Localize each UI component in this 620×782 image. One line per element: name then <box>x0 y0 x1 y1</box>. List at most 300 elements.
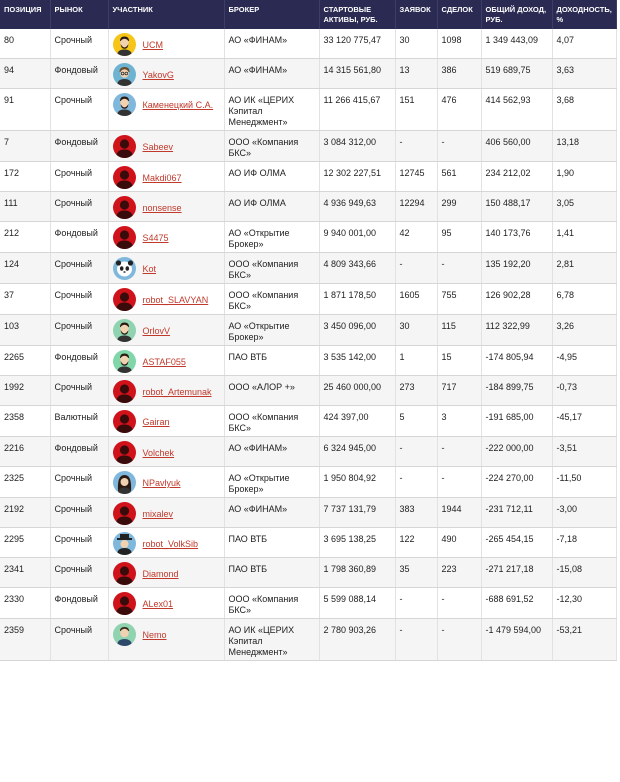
deals-cell <box>437 558 481 588</box>
position-value: 124 <box>4 259 20 269</box>
total-income-value: 135 192,20 <box>485 259 531 269</box>
market-value: Срочный <box>54 168 92 178</box>
start-assets-cell <box>319 89 395 131</box>
orders-value: 12745 <box>399 168 425 178</box>
table-row <box>0 162 616 192</box>
deals-value: 717 <box>441 382 457 392</box>
market-cell <box>50 315 108 346</box>
start-assets-cell <box>319 59 395 89</box>
position-value: 94 <box>4 65 15 75</box>
deals-value: - <box>441 625 445 635</box>
avatar[interactable] <box>113 33 136 56</box>
total-income-value: 126 902,28 <box>485 290 531 300</box>
broker-value: АО ИФ ОЛМА <box>228 198 286 208</box>
start-assets-value: 12 302 227,51 <box>323 168 382 178</box>
avatar[interactable] <box>113 562 136 585</box>
participant-link[interactable]: robot_VolkSib <box>142 539 199 549</box>
total-income-value: 1 349 443,09 <box>485 35 539 45</box>
market-cell <box>50 528 108 558</box>
start-assets-cell <box>319 253 395 284</box>
orders-cell <box>395 498 437 528</box>
position-value: 2192 <box>4 504 25 514</box>
col-header-market[interactable]: РЫНОК <box>50 0 108 29</box>
orders-value: - <box>399 473 403 483</box>
start-assets-cell <box>319 131 395 162</box>
orders-cell <box>395 528 437 558</box>
yield-cell <box>552 89 616 131</box>
market-value: Срочный <box>54 534 92 544</box>
deals-cell <box>437 498 481 528</box>
default-user-icon <box>113 592 136 615</box>
table-row <box>0 346 616 376</box>
avatar[interactable] <box>113 350 136 373</box>
market-value: Срочный <box>54 95 92 105</box>
market-value: Срочный <box>54 35 92 45</box>
deals-cell <box>437 59 481 89</box>
deals-value: - <box>441 594 445 604</box>
participant-link[interactable]: ASTAF055 <box>142 357 186 367</box>
market-cell <box>50 253 108 284</box>
participant-link[interactable]: robot_Artemunak <box>142 387 212 397</box>
position-cell <box>0 29 50 59</box>
col-header-total-income[interactable]: ОБЩИЙ ДОХОД, РУБ. <box>481 0 552 29</box>
start-assets-value: 11 266 415,67 <box>323 95 381 105</box>
avatar[interactable] <box>113 471 136 494</box>
market-cell <box>50 498 108 528</box>
market-cell <box>50 89 108 131</box>
position-value: 2341 <box>4 564 25 574</box>
start-assets-value: 3 450 096,00 <box>323 321 377 331</box>
start-assets-value: 4 936 949,63 <box>323 198 377 208</box>
start-assets-value: 25 460 000,00 <box>323 382 382 392</box>
deals-value: 299 <box>441 198 457 208</box>
avatar[interactable] <box>113 410 136 433</box>
deals-value: 1098 <box>441 35 462 45</box>
deals-value: 15 <box>441 352 452 362</box>
man-avatar-icon <box>113 623 136 646</box>
participant-cell <box>108 467 224 498</box>
total-income-value: 112 322,99 <box>485 321 530 331</box>
avatar[interactable] <box>113 502 136 525</box>
start-assets-value: 14 315 561,80 <box>323 65 382 75</box>
orders-value: 383 <box>399 504 415 514</box>
table-row <box>0 222 616 253</box>
default-user-icon <box>113 166 136 189</box>
participant-cell <box>108 284 224 315</box>
start-assets-cell <box>319 467 395 498</box>
orders-cell <box>395 222 437 253</box>
participant-cell <box>108 29 224 59</box>
default-user-icon <box>113 135 136 158</box>
yield-cell <box>552 284 616 315</box>
orders-cell <box>395 192 437 222</box>
start-assets-value: 1 798 360,89 <box>323 564 377 574</box>
orders-cell <box>395 29 437 59</box>
participant-link[interactable]: Каменецкий С.А. <box>142 100 214 110</box>
start-assets-cell <box>319 558 395 588</box>
broker-cell <box>224 162 319 192</box>
avatar[interactable] <box>113 592 136 615</box>
position-value: 2358 <box>4 412 25 422</box>
table-row <box>0 376 616 406</box>
total-income-value: -231 712,11 <box>485 504 533 514</box>
orders-value: 273 <box>399 382 415 392</box>
position-cell <box>0 437 50 467</box>
start-assets-cell <box>319 346 395 376</box>
total-income-cell <box>481 131 552 162</box>
market-value: Срочный <box>54 198 92 208</box>
table-row <box>0 467 616 498</box>
avatar[interactable] <box>113 257 136 280</box>
total-income-cell <box>481 376 552 406</box>
yield-cell <box>552 467 616 498</box>
total-income-cell <box>481 89 552 131</box>
broker-cell <box>224 498 319 528</box>
broker-cell <box>224 467 319 498</box>
yield-cell <box>552 588 616 619</box>
participant-cell <box>108 558 224 588</box>
orders-cell <box>395 162 437 192</box>
yield-value: -53,21 <box>556 625 583 635</box>
orders-value: 1605 <box>399 290 420 300</box>
deals-value: 223 <box>441 564 457 574</box>
avatar[interactable] <box>113 166 136 189</box>
participant-link[interactable]: ALex01 <box>142 599 174 609</box>
broker-cell <box>224 315 319 346</box>
start-assets-cell <box>319 406 395 437</box>
panda-avatar-icon <box>113 257 136 280</box>
yield-cell <box>552 162 616 192</box>
total-income-cell <box>481 437 552 467</box>
participant-cell <box>108 253 224 284</box>
broker-value: АО «ФИНАМ» <box>228 443 288 453</box>
participant-cell <box>108 498 224 528</box>
col-header-broker[interactable]: БРОКЕР <box>224 0 319 29</box>
start-assets-cell <box>319 619 395 661</box>
deals-value: - <box>441 259 445 269</box>
start-assets-value: 6 324 945,00 <box>323 443 377 453</box>
total-income-cell <box>481 498 552 528</box>
broker-cell <box>224 437 319 467</box>
avatar[interactable] <box>113 441 136 464</box>
start-assets-value: 33 120 775,47 <box>323 35 382 45</box>
yield-value: 6,78 <box>556 290 575 300</box>
table-row <box>0 558 616 588</box>
avatar[interactable] <box>113 226 136 249</box>
start-assets-cell <box>319 376 395 406</box>
broker-value: АО «ФИНАМ» <box>228 35 288 45</box>
position-cell <box>0 192 50 222</box>
position-cell <box>0 558 50 588</box>
yield-cell <box>552 131 616 162</box>
default-user-icon <box>113 502 136 525</box>
yield-cell <box>552 59 616 89</box>
broker-value: ПАО ВТБ <box>228 534 268 544</box>
market-cell <box>50 192 108 222</box>
deals-value: 1944 <box>441 504 462 514</box>
participant-cell <box>108 376 224 406</box>
position-value: 37 <box>4 290 15 300</box>
orders-value: 30 <box>399 321 410 331</box>
table-row <box>0 588 616 619</box>
start-assets-cell <box>319 29 395 59</box>
orders-cell <box>395 131 437 162</box>
orders-value: - <box>399 594 403 604</box>
broker-value: АО «ФИНАМ» <box>228 504 288 514</box>
position-cell <box>0 498 50 528</box>
position-cell <box>0 467 50 498</box>
participant-link[interactable]: Sabeev <box>142 142 174 152</box>
broker-cell <box>224 131 319 162</box>
default-user-icon <box>113 380 136 403</box>
start-assets-value: 3 535 142,00 <box>323 352 377 362</box>
orders-value: 35 <box>399 564 410 574</box>
total-income-value: -271 217,18 <box>485 564 534 574</box>
market-value: Фондовый <box>54 443 98 453</box>
position-value: 2359 <box>4 625 25 635</box>
broker-value: ПАО ВТБ <box>228 564 268 574</box>
total-income-cell <box>481 528 552 558</box>
orders-cell <box>395 59 437 89</box>
start-assets-cell <box>319 315 395 346</box>
total-income-cell <box>481 619 552 661</box>
deals-cell <box>437 315 481 346</box>
total-income-cell <box>481 558 552 588</box>
position-cell <box>0 346 50 376</box>
position-cell <box>0 253 50 284</box>
broker-value: ООО «АЛОР +» <box>228 382 295 392</box>
table-row <box>0 192 616 222</box>
deals-cell <box>437 528 481 558</box>
position-value: 172 <box>4 168 20 178</box>
avatar[interactable] <box>113 532 136 555</box>
orders-cell <box>395 346 437 376</box>
position-value: 7 <box>4 137 10 147</box>
deals-cell <box>437 284 481 315</box>
yield-value: 3,05 <box>556 198 575 208</box>
deals-cell <box>437 619 481 661</box>
orders-value: - <box>399 625 403 635</box>
yield-value: -0,73 <box>556 382 578 392</box>
yield-cell <box>552 346 616 376</box>
broker-cell <box>224 528 319 558</box>
deals-value: 115 <box>441 321 456 331</box>
orders-cell <box>395 588 437 619</box>
market-cell <box>50 131 108 162</box>
broker-cell <box>224 346 319 376</box>
start-assets-cell <box>319 222 395 253</box>
total-income-cell <box>481 59 552 89</box>
participant-link[interactable]: Volchek <box>142 448 175 458</box>
table-row <box>0 59 616 89</box>
participant-link[interactable]: S4475 <box>142 233 169 243</box>
total-income-cell <box>481 162 552 192</box>
market-cell <box>50 588 108 619</box>
broker-value: ООО «Компания БКС» <box>228 259 299 280</box>
market-value: Срочный <box>54 473 92 483</box>
avatar[interactable] <box>113 63 136 86</box>
participant-link[interactable]: Gairan <box>142 417 170 427</box>
market-cell <box>50 222 108 253</box>
broker-value: АО ИК «ЦЕРИХ Кэпитал Менеджмент» <box>228 625 295 657</box>
participant-link[interactable]: Makdi067 <box>142 173 182 183</box>
deals-value: 755 <box>441 290 457 300</box>
participant-cell <box>108 315 224 346</box>
participant-cell <box>108 619 224 661</box>
broker-cell <box>224 59 319 89</box>
total-income-cell <box>481 315 552 346</box>
broker-value: АО ИК «ЦЕРИХ Кэпитал Менеджмент» <box>228 95 295 127</box>
deals-cell <box>437 346 481 376</box>
participant-link[interactable]: Nemo <box>142 630 167 640</box>
yield-cell <box>552 192 616 222</box>
orders-value: 1 <box>399 352 405 362</box>
hat-avatar-icon <box>113 532 136 555</box>
position-cell <box>0 222 50 253</box>
broker-cell <box>224 558 319 588</box>
market-value: Срочный <box>54 504 92 514</box>
deals-value: - <box>441 137 445 147</box>
orders-cell <box>395 253 437 284</box>
start-assets-value: 9 940 001,00 <box>323 228 377 238</box>
total-income-cell <box>481 29 552 59</box>
participant-link[interactable]: NPavlyuk <box>142 478 181 488</box>
avatar[interactable] <box>113 319 136 342</box>
yield-value: 3,63 <box>556 65 575 75</box>
default-user-icon <box>113 410 136 433</box>
start-assets-value: 1 871 178,50 <box>323 290 377 300</box>
default-user-icon <box>113 562 136 585</box>
start-assets-value: 7 737 131,79 <box>323 504 377 514</box>
market-value: Срочный <box>54 382 92 392</box>
avatar[interactable] <box>113 380 136 403</box>
total-income-cell <box>481 253 552 284</box>
participant-link[interactable]: YakovG <box>142 70 174 80</box>
participant-link[interactable]: nonsense <box>142 203 182 213</box>
position-value: 103 <box>4 321 20 331</box>
market-value: Срочный <box>54 564 92 574</box>
orders-value: 151 <box>399 95 415 105</box>
avatar[interactable] <box>113 196 136 219</box>
participant-link[interactable]: OrlovV <box>142 326 171 336</box>
market-value: Фондовый <box>54 228 98 238</box>
col-header-start-assets[interactable]: СТАРТОВЫЕ АКТИВЫ, РУБ. <box>319 0 395 29</box>
avatar[interactable] <box>113 288 136 311</box>
position-cell <box>0 131 50 162</box>
position-value: 80 <box>4 35 15 45</box>
participant-link[interactable]: UCM <box>142 40 163 50</box>
deals-cell <box>437 162 481 192</box>
market-cell <box>50 162 108 192</box>
broker-cell <box>224 29 319 59</box>
broker-cell <box>224 89 319 131</box>
avatar[interactable] <box>113 135 136 158</box>
total-income-value: 140 173,76 <box>485 228 531 238</box>
broker-value: АО ИФ ОЛМА <box>228 168 286 178</box>
market-cell <box>50 467 108 498</box>
participant-cell <box>108 222 224 253</box>
start-assets-cell <box>319 588 395 619</box>
start-assets-value: 424 397,00 <box>323 412 369 422</box>
market-value: Валютный <box>54 412 98 422</box>
participant-link[interactable]: mixalev <box>142 509 174 519</box>
participant-cell <box>108 59 224 89</box>
deals-value: 95 <box>441 228 452 238</box>
broker-value: ООО «Компания БКС» <box>228 290 299 311</box>
default-user-icon <box>113 288 136 311</box>
orders-cell <box>395 406 437 437</box>
market-value: Срочный <box>54 290 92 300</box>
yield-cell <box>552 222 616 253</box>
table-row <box>0 498 616 528</box>
col-header-position[interactable]: ПОЗИЦИЯ <box>0 0 50 29</box>
broker-value: ООО «Компания БКС» <box>228 412 299 433</box>
orders-cell <box>395 437 437 467</box>
col-header-orders[interactable]: ЗАЯВОК <box>395 0 437 29</box>
position-cell <box>0 284 50 315</box>
table-row <box>0 29 616 59</box>
participant-link[interactable]: Diamond <box>142 569 179 579</box>
start-assets-value: 2 780 903,26 <box>323 625 377 635</box>
deals-cell <box>437 467 481 498</box>
avatar[interactable] <box>113 623 136 646</box>
yield-cell <box>552 29 616 59</box>
total-income-cell <box>481 222 552 253</box>
yield-cell <box>552 376 616 406</box>
total-income-value: -688 691,52 <box>485 594 534 604</box>
yield-value: 2,81 <box>556 259 575 269</box>
market-cell <box>50 59 108 89</box>
total-income-value: 150 488,17 <box>485 198 531 208</box>
bearded-avatar-icon <box>113 93 136 116</box>
participant-link[interactable]: robot_SLAVYAN <box>142 295 209 305</box>
start-assets-cell <box>319 162 395 192</box>
orders-cell <box>395 315 437 346</box>
total-income-cell <box>481 406 552 437</box>
bearded-avatar-icon <box>113 319 136 342</box>
position-value: 2265 <box>4 352 25 362</box>
default-user-icon <box>113 226 136 249</box>
deals-cell <box>437 376 481 406</box>
deals-value: 561 <box>441 168 457 178</box>
start-assets-cell <box>319 528 395 558</box>
table-header-row <box>0 0 616 29</box>
avatar[interactable] <box>113 93 136 116</box>
orders-value: 13 <box>399 65 410 75</box>
col-header-participant[interactable]: УЧАСТНИК <box>108 0 224 29</box>
table-row <box>0 284 616 315</box>
yield-cell <box>552 315 616 346</box>
col-header-yield[interactable]: ДОХОДНОСТЬ, % <box>552 0 616 29</box>
yield-value: -3,00 <box>556 504 578 514</box>
broker-value: АО «ФИНАМ» <box>228 65 288 75</box>
start-assets-cell <box>319 498 395 528</box>
total-income-value: -174 805,94 <box>485 352 534 362</box>
yield-value: -11,50 <box>556 473 582 483</box>
market-cell <box>50 376 108 406</box>
position-cell <box>0 528 50 558</box>
total-income-cell <box>481 467 552 498</box>
start-assets-value: 5 599 088,14 <box>323 594 377 604</box>
col-header-deals[interactable]: СДЕЛОК <box>437 0 481 29</box>
yield-value: 4,07 <box>556 35 575 45</box>
total-income-cell <box>481 284 552 315</box>
participant-link[interactable]: Kot <box>142 264 157 274</box>
total-income-value: -265 454,15 <box>485 534 534 544</box>
market-value: Фондовый <box>54 137 98 147</box>
start-assets-value: 3 084 312,00 <box>323 137 377 147</box>
orders-cell <box>395 558 437 588</box>
